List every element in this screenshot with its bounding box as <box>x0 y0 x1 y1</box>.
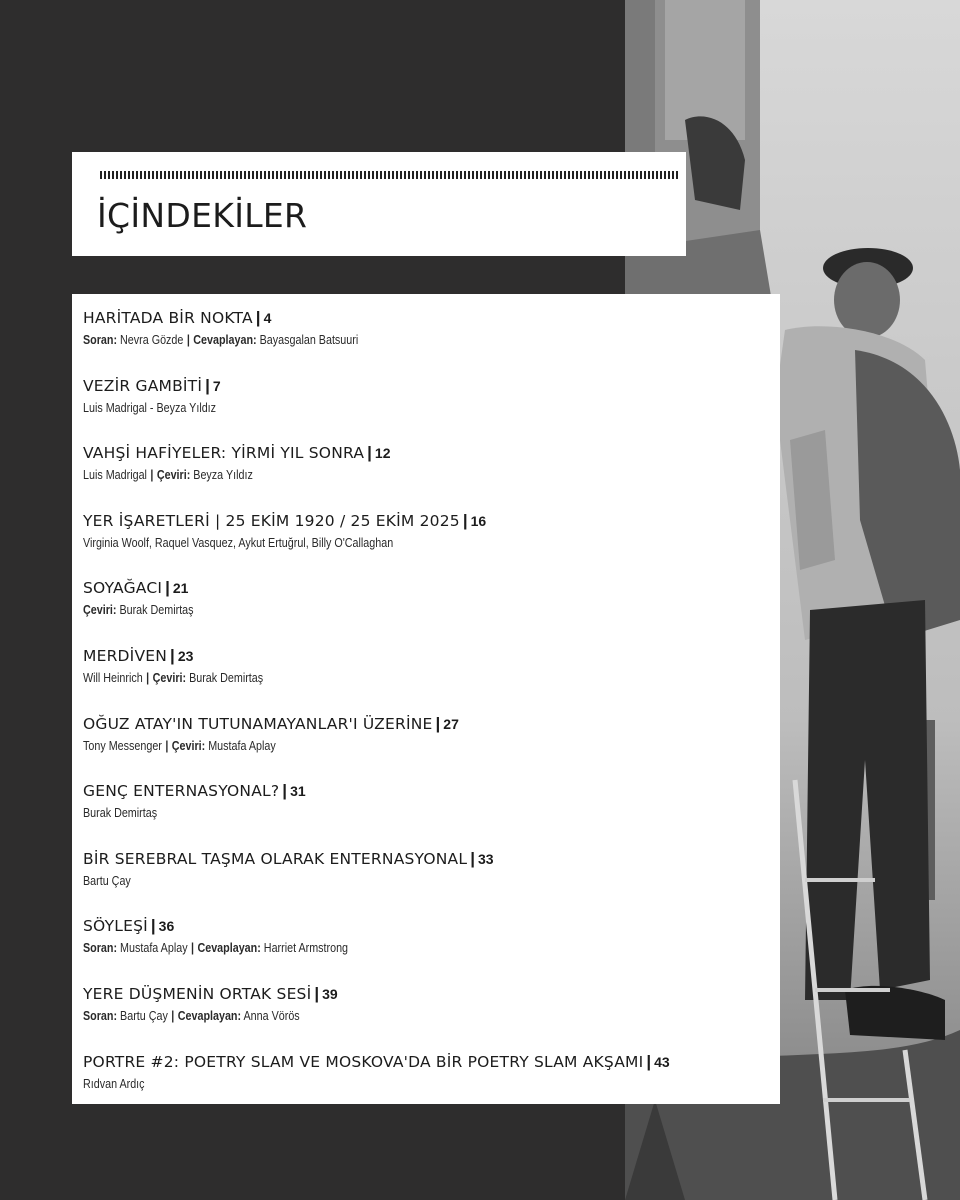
toc-entry-title: GENÇ ENTERNASYONAL? <box>83 782 280 801</box>
toc-separator: | <box>314 984 320 1003</box>
toc-entry-credit <box>83 872 436 890</box>
toc-entry-title: HARİTADA BİR NOKTA <box>83 309 253 327</box>
toc-page-number: 16 <box>470 512 487 529</box>
credit-role-label: Cevaplayan: <box>197 941 261 956</box>
toc-entry[interactable] <box>83 376 238 432</box>
toc-page-number: 12 <box>374 445 391 462</box>
credit-role-label: Çeviri: <box>152 671 187 685</box>
credit-name: Anna Vörös <box>243 1009 300 1023</box>
toc-page-number: 4 <box>263 310 272 326</box>
toc-entry-credit <box>83 669 263 687</box>
toc-separator: | <box>367 443 372 463</box>
credit-name: Bartu Çay <box>83 873 131 888</box>
toc-entry-title: SÖYLEŞİ <box>83 917 148 936</box>
toc-page-number: 21 <box>172 580 189 597</box>
credit-name: Burak Demirtaş <box>189 671 264 685</box>
credit-name: Beyza Yıldız <box>193 468 253 483</box>
toc-entry-title: VAHŞİ HAFİYELER: YİRMİ YIL SONRA <box>83 444 365 463</box>
toc-entry[interactable] <box>83 646 292 702</box>
toc-entry[interactable] <box>83 781 306 837</box>
credit-name: Burak Demirtaş <box>119 603 194 618</box>
credit-name: Rıdvan Ardıç <box>83 1076 145 1091</box>
toc-separator: | <box>205 375 210 395</box>
toc-entry-title: YER İŞARETLERİ | 25 EKİM 1920 / 25 EKİM 2025 <box>83 511 460 530</box>
toc-entry-title: BİR SEREBRAL TAŞMA OLARAK ENTERNASYONAL <box>83 849 468 868</box>
toc-entry-credit <box>83 1075 588 1093</box>
toc-entry[interactable] <box>83 1052 670 1108</box>
credit-name: Tony Messenger <box>83 738 162 753</box>
toc-separator: | <box>282 781 288 801</box>
toc-page-number: 43 <box>654 1053 670 1070</box>
toc-entry-credit <box>83 601 194 619</box>
table-of-contents <box>72 294 780 1104</box>
credit-name: Mustafa Aplay <box>208 738 276 753</box>
toc-entry-title: MERDİVEN <box>83 647 168 665</box>
credit-role-label: Cevaplayan: <box>177 1009 242 1023</box>
toc-separator: | <box>165 578 170 598</box>
toc-page-number: 33 <box>477 850 494 867</box>
credit-name: Harriet Armstrong <box>263 941 349 956</box>
toc-entry[interactable] <box>83 849 494 905</box>
credit-role-label: Cevaplayan: <box>193 333 257 347</box>
title-panel <box>72 152 686 256</box>
toc-separator: | <box>462 510 468 530</box>
toc-entry[interactable] <box>83 443 391 499</box>
toc-entry[interactable] <box>83 984 338 1040</box>
credit-role-label: Çeviri: <box>171 738 206 753</box>
credit-name: Nevra Gözde <box>120 333 184 347</box>
toc-page-number: 7 <box>212 377 221 394</box>
decorative-barcode-strip <box>100 171 680 179</box>
toc-entry[interactable] <box>83 578 212 634</box>
toc-entry-credit <box>83 331 358 349</box>
credit-name: Luis Madrigal <box>83 468 147 483</box>
credit-separator: | <box>150 468 154 483</box>
toc-entry-credit <box>83 534 430 552</box>
toc-page-number: 39 <box>322 986 338 1002</box>
toc-entry-title: OĞUZ ATAY'IN TUTUNAMAYANLAR'I ÜZERİNE <box>83 714 433 733</box>
credit-name: Will Heinrich <box>83 671 143 685</box>
toc-page-number: 27 <box>443 715 459 732</box>
toc-entry-credit <box>83 1007 302 1025</box>
toc-entry-credit <box>83 939 348 957</box>
toc-entry-credit <box>83 399 216 417</box>
credit-separator: | <box>165 738 169 753</box>
credit-separator: | <box>186 333 190 347</box>
toc-separator: | <box>170 646 175 665</box>
page-title: İÇİNDEKİLER <box>97 196 308 235</box>
toc-entry[interactable] <box>83 308 403 364</box>
toc-entry-credit <box>83 804 274 822</box>
credit-name: Virginia Woolf, Raquel Vasquez, Aykut Ertuğrul, Billy O'Callaghan <box>83 535 394 550</box>
toc-entry-credit <box>83 737 406 755</box>
toc-separator: | <box>646 1051 652 1071</box>
toc-separator: | <box>255 308 261 327</box>
toc-entry[interactable] <box>83 714 459 770</box>
toc-entry-title: VEZİR GAMBİTİ <box>83 376 203 395</box>
toc-entry-title: SOYAĞACI <box>83 579 163 598</box>
toc-entry-title: YERE DÜŞMENİN ORTAK SESİ <box>83 985 312 1003</box>
toc-separator: | <box>435 713 441 733</box>
toc-entry-credit <box>83 466 347 484</box>
toc-page-number: 36 <box>158 918 175 935</box>
credit-name: Luis Madrigal - Beyza Yıldız <box>83 400 217 415</box>
toc-separator: | <box>470 848 475 868</box>
credit-name: Bartu Çay <box>120 1009 168 1023</box>
toc-page-number: 31 <box>290 783 306 800</box>
credit-separator: | <box>146 671 150 685</box>
toc-entry[interactable] <box>83 916 391 972</box>
credit-role-label: Çeviri: <box>83 603 117 618</box>
credit-role-label: Çeviri: <box>156 468 191 483</box>
credit-role-label: Soran: <box>83 1009 118 1023</box>
toc-entry-title: PORTRE #2: POETRY SLAM VE MOSKOVA'DA BİR POETRY SLAM AKŞAMI <box>83 1052 644 1071</box>
credit-name: Mustafa Aplay <box>120 941 188 956</box>
toc-page-number: 23 <box>177 648 194 664</box>
credit-separator: | <box>191 941 195 956</box>
credit-name: Burak Demirtaş <box>83 806 158 821</box>
credit-name: Bayasgalan Batsuuri <box>259 333 359 347</box>
toc-separator: | <box>150 916 156 936</box>
credit-separator: | <box>171 1009 175 1023</box>
toc-entry[interactable] <box>83 511 486 567</box>
credit-role-label: Soran: <box>83 941 118 956</box>
credit-role-label: Soran: <box>83 333 118 347</box>
